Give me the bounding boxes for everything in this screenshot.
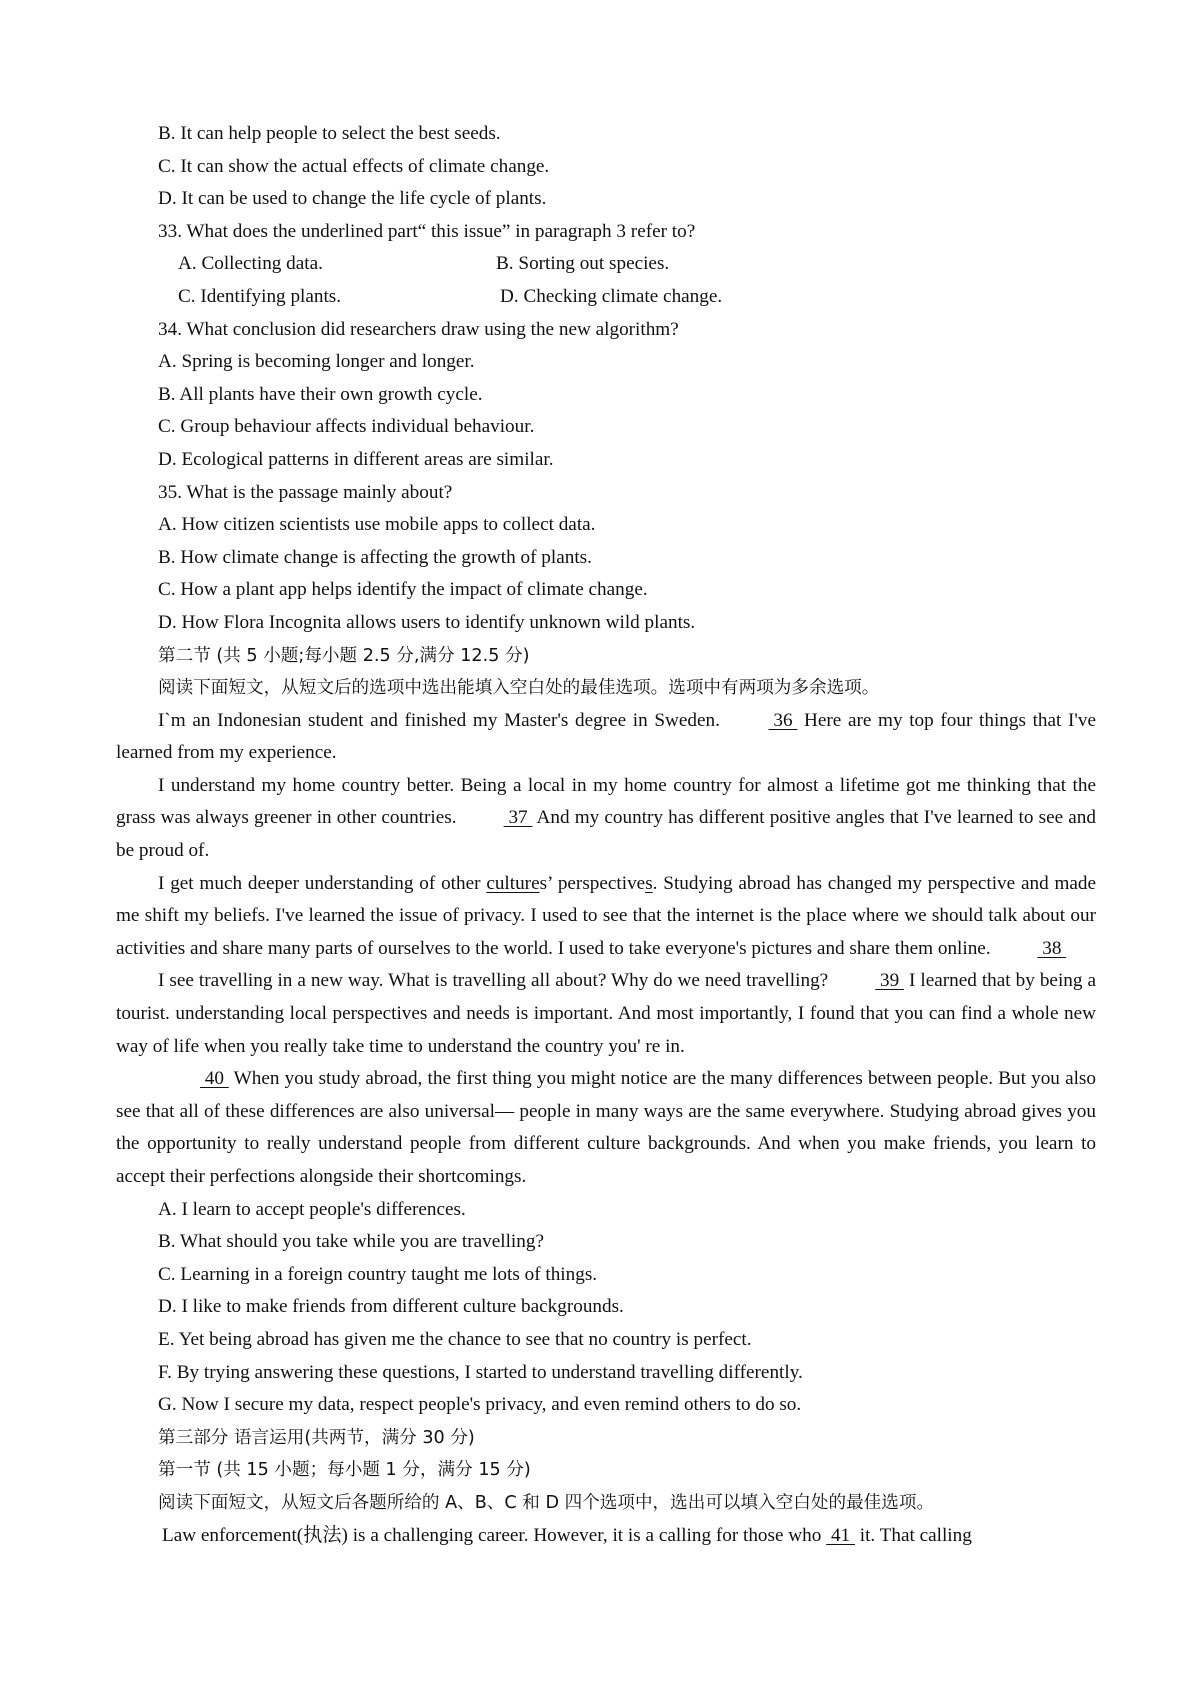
passage-text: I`m an Indonesian student and finished my Master's degree in Sweden.	[158, 709, 727, 731]
passage-paragraph-4	[116, 965, 1096, 1063]
cloze-text: it. That calling	[854, 1524, 972, 1546]
passage-text: When you study abroad, the first thing you might notice are the many differences between people. But you also see that all of these differences are also universal— people in many ways are the same everywhere. Studying abroad gives you the opportunity to really understand people from different culture backgrounds. And when you make friends, you learn to accept their perfections alongside their shortcomings.	[116, 1068, 1096, 1187]
q33-options-row-2	[116, 281, 1096, 314]
blank-36: 36	[768, 709, 798, 731]
passage-text: I learned that by being a tourist. understanding local perspectives and needs is important. And most importantly, I found that you can find a whole new way of life when you really take time to understand the country you' re in.	[116, 970, 1096, 1057]
option-a: A. I learn to accept people's differences.	[158, 1198, 466, 1220]
part3-section1-title: 第一节 (共 15 小题；每小题 1 分，满分 15 分)	[158, 1460, 531, 1481]
section2-title: 第二节 (共 5 小题;每小题 2.5 分,满分 12.5 分)	[158, 645, 530, 666]
q34-option-b: B. All plants have their own growth cycle.	[158, 383, 483, 405]
passage-text: And my country has different positive angles that I've learned to see and be proud of.	[116, 807, 1096, 862]
blank-39: 39	[875, 970, 904, 992]
option-f: F. By trying answering these questions, I started to understand travelling differently.	[158, 1361, 803, 1383]
q33-stem: 33. What does the underlined part“ this issue” in paragraph 3 refer to?	[158, 220, 696, 242]
q33-options-row-1	[116, 248, 1096, 281]
q35-option-a: A. How citizen scientists use mobile apps to collect data.	[158, 514, 596, 536]
passage-paragraph-5	[116, 1063, 1096, 1193]
option-b: B. What should you take while you are travelling?	[158, 1231, 544, 1253]
q35-option-d: D. How Flora Incognita allows users to identify unknown wild plants.	[158, 611, 696, 633]
q32-option-b: B. It can help people to select the best seeds.	[158, 123, 501, 144]
part3-title: 第三部分 语言运用(共两节，满分 30 分)	[158, 1427, 475, 1448]
passage-paragraph-3	[116, 868, 1096, 966]
passage-text: I get much deeper understanding of other	[158, 872, 487, 894]
q34-option-a: A. Spring is becoming longer and longer.	[158, 351, 475, 373]
passage-paragraph-1	[116, 705, 1096, 770]
q33-option-d: D. Checking climate change.	[500, 285, 723, 307]
option-d: D. I like to make friends from different culture backgrounds.	[158, 1296, 624, 1318]
passage-text: Here are my top four things that I've learned from my experience.	[116, 709, 1096, 764]
q32-option-d: D. It can be used to change the life cycle of plants.	[158, 188, 547, 210]
passage-text: s’ perspective	[539, 872, 646, 894]
blank-37: 37	[503, 807, 533, 829]
option-e: E. Yet being abroad has given me the chance to see that no country is perfect.	[158, 1328, 752, 1350]
q33-option-a: A. Collecting data.	[178, 253, 323, 275]
passage-text: I see travelling in a new way. What is travelling all about? Why do we need travelling?	[158, 970, 834, 992]
blank-40: 40	[200, 1068, 229, 1090]
section2-instruction: 阅读下面短文，从短文后的选项中选出能填入空白处的最佳选项。选项中有两项为多余选项。	[158, 678, 880, 699]
underlined-word: culture	[486, 872, 540, 894]
q33-option-b: B. Sorting out species.	[496, 253, 670, 275]
q32-option-c: C. It can show the actual effects of climate change.	[158, 155, 550, 177]
cloze-text: Law enforcement(执法) is a challenging career. However, it is a calling for those who	[162, 1524, 827, 1546]
passage-paragraph-2	[116, 770, 1096, 868]
q33-option-c: C. Identifying plants.	[178, 285, 342, 307]
part3-instruction: 阅读下面短文，从短文后各题所给的 A、B、C 和 D 四个选项中，选出可以填入空白处的最佳选项。	[158, 1492, 935, 1513]
option-g: G. Now I secure my data, respect people's privacy, and even remind others to do so.	[158, 1394, 802, 1416]
q34-stem: 34. What conclusion did researchers draw using the new algorithm?	[158, 318, 679, 340]
underlined-letter: s	[645, 872, 653, 894]
blank-41: 41	[826, 1524, 855, 1546]
passage-text: I understand my home country better. Being a local in my home country for almost a lifetime got me thinking that the grass was always greener in other countries.	[116, 774, 1096, 829]
q34-option-d: D. Ecological patterns in different areas are similar.	[158, 448, 554, 470]
passage-text: . Studying abroad has changed my perspective and made me shift my beliefs. I've learned the issue of privacy. I used to see that the internet is the place where we should talk about our activities and share many parts of ourselves to the world. I used to take everyone's pictures and share them online.	[116, 872, 1097, 959]
q34-option-c: C. Group behaviour affects individual behaviour.	[158, 416, 535, 438]
blank-38: 38	[1037, 937, 1067, 959]
option-c: C. Learning in a foreign country taught me lots of things.	[158, 1263, 598, 1285]
cloze-first-line	[116, 1520, 1096, 1553]
q35-stem: 35. What is the passage mainly about?	[158, 481, 453, 503]
q35-option-c: C. How a plant app helps identify the impact of climate change.	[158, 579, 648, 601]
q35-option-b: B. How climate change is affecting the growth of plants.	[158, 546, 592, 568]
